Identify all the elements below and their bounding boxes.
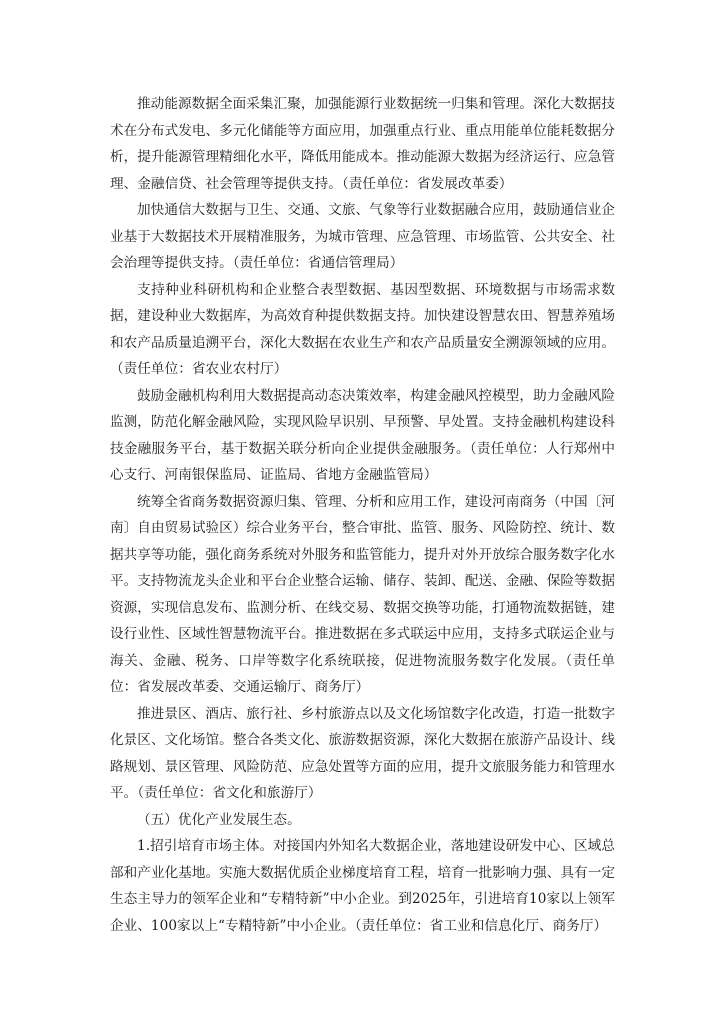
paragraph-tourism-data: 推进景区、酒店、旅行社、乡村旅游点以及文化场馆数字化改造，打造一批数字化景区、文化场馆。整合各类文化、旅游数据资源，深化大数据在旅游产品设计、线路规划、景区管理、风险防范、应急处置等方面的应用，提升文旅服务能力和管理水平。（责任单位：省文化和旅游厅） bbox=[110, 705, 615, 801]
paragraph-telecom-data: 加快通信大数据与卫生、交通、文旅、气象等行业数据融合应用，鼓励通信业企业基于大数据技术开展精准服务，为城市管理、应急管理、市场监管、公共安全、社会治理等提供支持。（责任单位：省通信管理局） bbox=[110, 202, 615, 271]
paragraph-market-entities: 1.招引培育市场主体。对接国内外知名大数据企业，落地建设研发中心、区域总部和产业化基地。实施大数据优质企业梯度培育工程，培育一批影响力强、具有一定生态主导力的领军企业和“专精特新”中小企业。到2025年，引进培育10家以上领军企业、100家以上“专精特新”中小企业。（责任单位：省工业和信息化厅、商务厅） bbox=[110, 838, 615, 934]
paragraph-agriculture-data: 支持种业科研机构和企业整合表型数据、基因型数据、环境数据与市场需求数据，建设种业大数据库，为高效育种提供数据支持。加快建设智慧农田、智慧养殖场和农产品质量追溯平台，深化大数据在农业生产和农产品质量安全溯源领域的应用。（责任单位：省农业农村厅） bbox=[110, 281, 615, 377]
document-body bbox=[110, 91, 615, 939]
paragraph-commerce-logistics-data: 统筹全省商务数据资源归集、管理、分析和应用工作，建设河南商务（中国〔河南〕自由贸易试验区）综合业务平台，整合审批、监管、服务、风险防控、统计、数据共享等功能，强化商务系统对外服务和监管能力，提升对外开放综合服务数字化水平。支持物流龙头企业和平台企业整合运输、储存、装卸、配送、金融、保险等数据资源，实现信息发布、监测分析、在线交易、数据交换等功能，打通物流数据链，建设行业性、区域性智慧物流平台。推进数据在多式联运中应用，支持多式联运企业与海关、金融、税务、口岸等数字化系统联接，促进物流服务数字化发展。（责任单位：省发展改革委、交通运输厅、商务厅） bbox=[110, 493, 615, 695]
paragraph-energy-data: 推动能源数据全面采集汇聚，加强能源行业数据统一归集和管理。深化大数据技术在分布式发电、多元化储能等方面应用，加强重点行业、重点用能单位能耗数据分析，提升能源管理精细化水平，降低用能成本。推动能源大数据为经济运行、应急管理、金融信贷、社会管理等提供支持。（责任单位：省发展改革委） bbox=[110, 96, 615, 192]
paragraph-finance-data: 鼓励金融机构利用大数据提高动态决策效率，构建金融风控模型，助力金融风险监测，防范化解金融风险，实现风险早识别、早预警、早处置。支持金融机构建设科技金融服务平台，基于数据关联分析向企业提供金融服务。（责任单位：人行郑州中心支行、河南银保监局、证监局、省地方金融监管局） bbox=[110, 387, 615, 483]
section-heading: （五）优化产业发展生态。 bbox=[137, 811, 301, 828]
